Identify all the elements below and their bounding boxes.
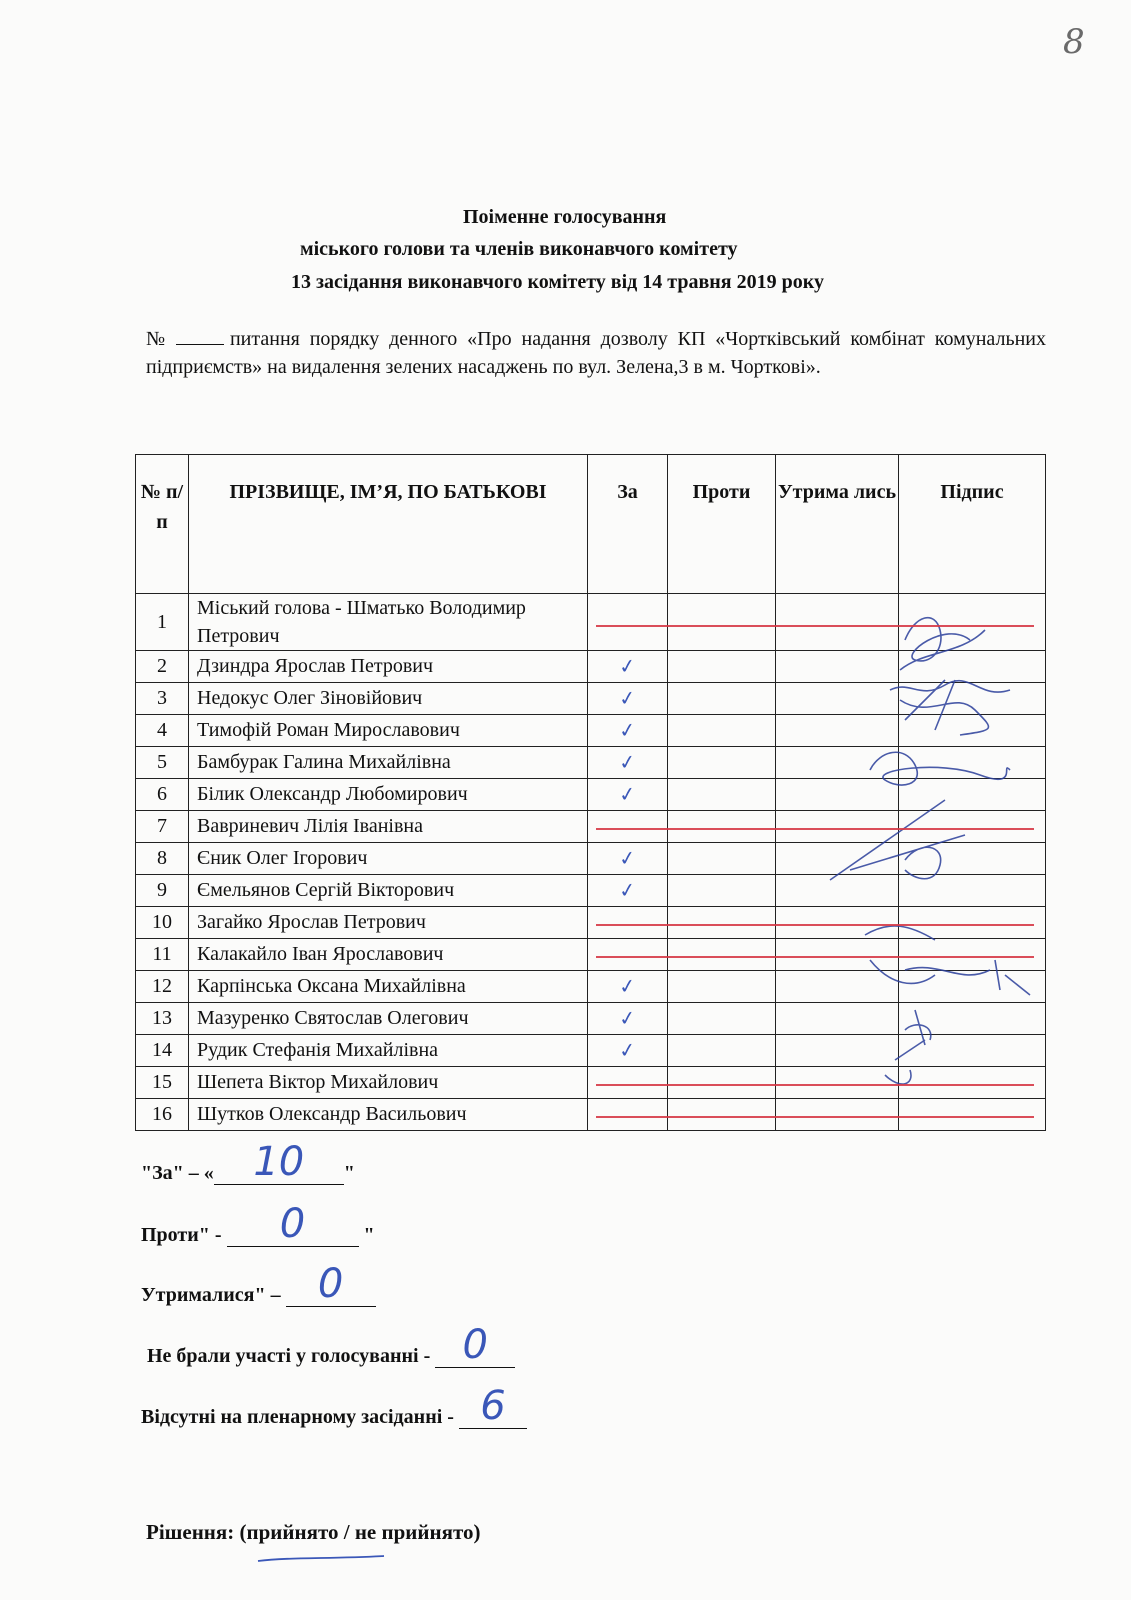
signature-cell	[899, 683, 1046, 715]
row-number: 12	[136, 971, 189, 1003]
decision-line	[146, 1520, 480, 1545]
member-name: Мазуренко Святослав Олегович	[189, 1003, 588, 1035]
absent-strike-line	[596, 828, 1034, 830]
vote-za-cell	[588, 939, 668, 971]
table-row	[136, 1035, 1046, 1067]
vote-utr-cell	[776, 907, 899, 939]
signature-cell	[899, 594, 1046, 651]
absent-strike-line	[596, 956, 1034, 958]
table-row	[136, 1067, 1046, 1099]
vote-proty-cell	[668, 875, 776, 907]
vote-proty-cell	[668, 715, 776, 747]
member-name: Рудик Стефанія Михайлівна	[189, 1035, 588, 1067]
member-name: Білик Олександр Любомирович	[189, 779, 588, 811]
vote-utr-cell	[776, 747, 899, 779]
table-row	[136, 594, 1046, 651]
table-row	[136, 875, 1046, 907]
table-row	[136, 843, 1046, 875]
vote-utr-cell	[776, 843, 899, 875]
table-row	[136, 651, 1046, 683]
vote-proty-cell	[668, 594, 776, 651]
signature-cell	[899, 971, 1046, 1003]
table-row	[136, 683, 1046, 715]
vote-utr-cell	[776, 875, 899, 907]
row-number: 9	[136, 875, 189, 907]
vote-proty-cell	[668, 779, 776, 811]
vote-za-cell	[588, 971, 668, 1003]
checkmark-icon: ✓	[617, 684, 638, 712]
header-proty: Проти	[668, 455, 776, 594]
tally-za-field	[214, 1139, 344, 1185]
vote-za-cell	[588, 779, 668, 811]
absent-strike-line	[596, 625, 1034, 627]
absent-strike-line	[596, 924, 1034, 926]
signature-cell	[899, 747, 1046, 779]
table-row	[136, 939, 1046, 971]
vote-utr-cell	[776, 1099, 899, 1131]
member-name: Тимофій Роман Мирославович	[189, 715, 588, 747]
tally-ne-braly-label: Не брали участі у голосуванні -	[147, 1345, 436, 1367]
vote-za-cell	[588, 1003, 668, 1035]
tally-utrymalys	[141, 1261, 376, 1307]
checkmark-icon: ✓	[617, 844, 638, 872]
vote-proty-cell	[668, 971, 776, 1003]
decision-label: Рішення: (	[146, 1520, 247, 1544]
vote-utr-cell	[776, 1035, 899, 1067]
table-row	[136, 715, 1046, 747]
row-number: 2	[136, 651, 189, 683]
checkmark-icon: ✓	[617, 876, 638, 904]
tally-vidsutni-field	[459, 1383, 527, 1429]
table-row	[136, 779, 1046, 811]
member-name: Міський голова - Шматько Володимир Петрович	[189, 594, 588, 651]
page-number-handwritten: 8	[1063, 22, 1085, 62]
vote-za-cell	[588, 811, 668, 843]
tally-utr-field	[286, 1261, 376, 1307]
agenda-item-text	[146, 325, 1046, 381]
tally-za-close: "	[343, 1162, 355, 1184]
tally-utr-value: 0	[317, 1261, 344, 1307]
vote-za-cell	[588, 1067, 668, 1099]
row-number: 4	[136, 715, 189, 747]
signature-cell	[899, 843, 1046, 875]
vote-za-cell	[588, 907, 668, 939]
heading-line-1: Поіменне голосування	[463, 206, 667, 228]
table-row	[136, 907, 1046, 939]
checkmark-icon: ✓	[617, 748, 638, 776]
tally-vidsutni-label: Відсутні на пленарному засіданні -	[141, 1406, 459, 1428]
vote-za-cell	[588, 715, 668, 747]
vote-proty-cell	[668, 1067, 776, 1099]
member-name: Недокус Олег Зіновійович	[189, 683, 588, 715]
row-number: 3	[136, 683, 189, 715]
table-row	[136, 811, 1046, 843]
member-name: Шутков Олександр Васильович	[189, 1099, 588, 1131]
vote-za-cell	[588, 683, 668, 715]
table-row	[136, 747, 1046, 779]
tally-proty-field	[227, 1201, 359, 1247]
tally-proty-label: Проти" -	[141, 1224, 227, 1246]
heading-line-3: 13 засідання виконавчого комітету від 14 травня 2019 року	[291, 271, 824, 293]
signature-cell	[899, 939, 1046, 971]
vote-za-cell	[588, 651, 668, 683]
row-number: 16	[136, 1099, 189, 1131]
member-name: Калакайло Іван Ярославович	[189, 939, 588, 971]
tally-proty-value: 0	[279, 1201, 306, 1247]
tally-ne-braly	[147, 1322, 515, 1368]
signature-cell	[899, 1003, 1046, 1035]
table-row	[136, 971, 1046, 1003]
row-number: 1	[136, 594, 189, 651]
vote-utr-cell	[776, 811, 899, 843]
tally-za-value: 10	[253, 1139, 305, 1185]
vote-proty-cell	[668, 1035, 776, 1067]
member-name: Бамбурак Галина Михайлівна	[189, 747, 588, 779]
member-name: Загайко Ярослав Петрович	[189, 907, 588, 939]
signature-cell	[899, 651, 1046, 683]
vote-utr-cell	[776, 683, 899, 715]
vote-utr-cell	[776, 651, 899, 683]
row-number: 5	[136, 747, 189, 779]
row-number: 7	[136, 811, 189, 843]
member-name: Єник Олег Ігорович	[189, 843, 588, 875]
tally-ne-braly-value: 0	[462, 1322, 488, 1368]
tally-vidsutni-value: 6	[480, 1383, 506, 1429]
vote-utr-cell	[776, 594, 899, 651]
row-number: 10	[136, 907, 189, 939]
tally-proty	[141, 1201, 375, 1247]
signature-cell	[899, 715, 1046, 747]
heading-line-2: міського голови та членів виконавчого комітету	[300, 238, 738, 260]
signature-cell	[899, 907, 1046, 939]
tally-ne-braly-field	[435, 1322, 515, 1368]
vote-za-cell	[588, 594, 668, 651]
checkmark-icon: ✓	[617, 972, 638, 1000]
checkmark-icon: ✓	[617, 1036, 638, 1064]
vote-za-cell	[588, 747, 668, 779]
member-name: Дзиндра Ярослав Петрович	[189, 651, 588, 683]
signature-cell	[899, 1067, 1046, 1099]
header-za: За	[588, 455, 668, 594]
vote-za-cell	[588, 875, 668, 907]
table-row	[136, 1099, 1046, 1131]
table-row	[136, 1003, 1046, 1035]
vote-proty-cell	[668, 747, 776, 779]
tally-utr-label: Утрималися" –	[141, 1284, 286, 1306]
member-name: Ємельянов Сергій Вікторович	[189, 875, 588, 907]
vote-za-cell	[588, 1099, 668, 1131]
vote-proty-cell	[668, 1003, 776, 1035]
member-name: Карпінська Оксана Михайлівна	[189, 971, 588, 1003]
header-name: ПРІЗВИЩЕ, ІМ’Я, ПО БАТЬКОВІ	[189, 455, 588, 594]
vote-utr-cell	[776, 715, 899, 747]
vote-utr-cell	[776, 779, 899, 811]
row-number: 11	[136, 939, 189, 971]
signature-cell	[899, 875, 1046, 907]
row-number: 6	[136, 779, 189, 811]
header-utrymalys: Утрима лись	[776, 455, 899, 594]
roll-call-table	[135, 454, 1046, 1131]
decision-accepted: прийнято	[246, 1520, 339, 1544]
checkmark-icon: ✓	[617, 716, 638, 744]
checkmark-icon: ✓	[617, 780, 638, 808]
vote-proty-cell	[668, 651, 776, 683]
vote-utr-cell	[776, 1067, 899, 1099]
header-signature: Підпис	[899, 455, 1046, 594]
vote-proty-cell	[668, 683, 776, 715]
row-number: 8	[136, 843, 189, 875]
vote-utr-cell	[776, 1003, 899, 1035]
vote-za-cell	[588, 843, 668, 875]
signature-cell	[899, 779, 1046, 811]
vote-za-cell	[588, 1035, 668, 1067]
vote-proty-cell	[668, 811, 776, 843]
tally-za	[141, 1139, 355, 1185]
signature-cell	[899, 811, 1046, 843]
vote-utr-cell	[776, 939, 899, 971]
absent-strike-line	[596, 1084, 1034, 1086]
agenda-description: питання порядку денного «Про надання дозволу КП «Чортківський комбінат комунальних підприємств» на видалення зелених насаджень по вул. Зелена,3 в м. Чорткові».	[146, 328, 1046, 378]
tally-za-label: "За" – «	[141, 1162, 214, 1184]
member-name: Шепета Віктор Михайлович	[189, 1067, 588, 1099]
tally-proty-close: "	[358, 1224, 375, 1246]
agenda-number-sign: №	[146, 328, 170, 350]
row-number: 14	[136, 1035, 189, 1067]
agenda-number-blank	[176, 326, 224, 345]
vote-proty-cell	[668, 939, 776, 971]
tally-vidsutni	[141, 1383, 527, 1429]
vote-proty-cell	[668, 1099, 776, 1131]
vote-proty-cell	[668, 907, 776, 939]
row-number: 15	[136, 1067, 189, 1099]
header-number: № п/п	[136, 455, 189, 594]
row-number: 13	[136, 1003, 189, 1035]
signature-cell	[899, 1035, 1046, 1067]
member-name: Вавриневич Лілія Іванівна	[189, 811, 588, 843]
decision-rest: / не прийнято)	[338, 1520, 481, 1544]
absent-strike-line	[596, 1116, 1034, 1118]
signature-cell	[899, 1099, 1046, 1131]
vote-utr-cell	[776, 971, 899, 1003]
table-header-row	[136, 455, 1046, 594]
checkmark-icon: ✓	[617, 1004, 638, 1032]
checkmark-icon: ✓	[617, 652, 638, 680]
vote-proty-cell	[668, 843, 776, 875]
decision-underline-icon	[258, 1556, 384, 1561]
